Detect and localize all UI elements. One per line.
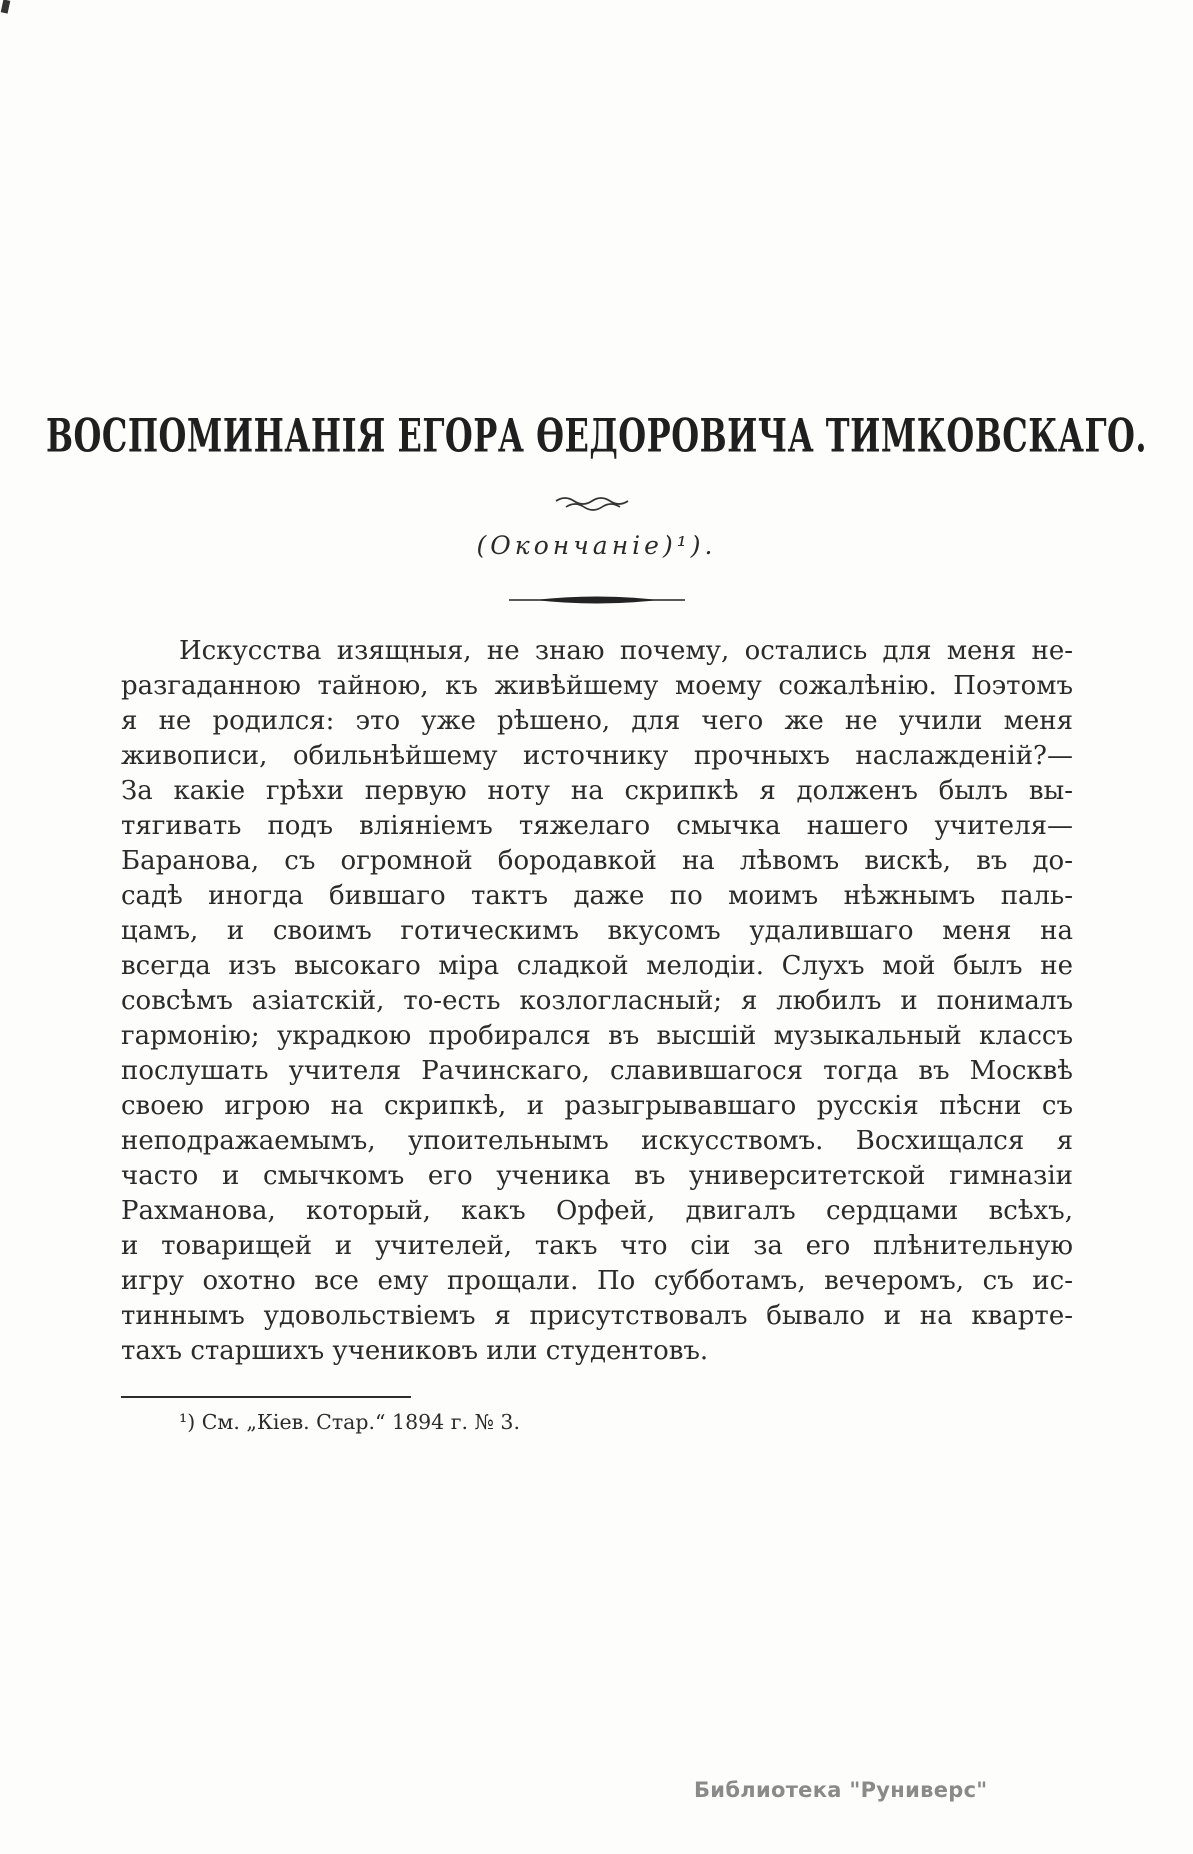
library-watermark: Библиотека "Руниверс" xyxy=(694,1778,988,1802)
squiggle-ornament-icon xyxy=(554,496,640,512)
body-text-line: совсѣмъ азіатскій, то-есть козлогласный; я любилъ и понималъ xyxy=(121,986,1073,1016)
body-text-line: Искусства изящныя, не знаю почему, остались для меня не- xyxy=(179,636,1073,666)
page-title: ВОСПОМИНАНІЯ ЕГОРА ѲЕДОРОВИЧА ТИМКОВСКАГО. xyxy=(45,409,1148,463)
body-text-line: живописи, обильнѣйшему источнику прочныхъ наслажденій?— xyxy=(121,741,1073,771)
body-text-line: часто и смычкомъ его ученика въ университетской гимназіи xyxy=(121,1161,1073,1191)
body-text-line: разгаданною тайною, къ живѣйшему моему сожалѣнію. Поэтомъ xyxy=(121,671,1073,701)
title-row xyxy=(0,409,1193,463)
body-text-line: цамъ, и своимъ готическимъ вкусомъ удалившаго меня на xyxy=(121,916,1073,946)
subtitle: (Окончаніе)¹). xyxy=(476,531,717,560)
body-text-line: тягивать подъ вліяніемъ тяжелаго смычка нашего учителя— xyxy=(121,811,1073,841)
title-ornament xyxy=(0,496,1193,516)
body-text-line: и товарищей и учителей, такъ что сіи за его плѣнительную xyxy=(121,1231,1073,1261)
body-text-line: гармонію; украдкою пробирался въ высшій музыкальный классъ xyxy=(121,1021,1073,1051)
body-text-line: игру охотно все ему прощали. По субботамъ, вечеромъ, съ ис- xyxy=(121,1266,1073,1296)
body-text-line: послушать учителя Рачинскаго, славившагося тогда въ Москвѣ xyxy=(121,1056,1073,1086)
body-text-line: садѣ иногда бившаго тактъ даже по моимъ нѣжнымъ паль- xyxy=(121,881,1073,911)
body-text-line: тиннымъ удовольствіемъ я присутствовалъ бывало и на кварте- xyxy=(121,1301,1073,1331)
body-text-line: своею игрою на скрипкѣ, и разыгрывавшаго русскія пѣсни съ xyxy=(121,1091,1073,1121)
body-text-line: тахъ старшихъ учениковъ или студентовъ. xyxy=(121,1336,709,1366)
body-text-line: всегда изъ высокаго міра сладкой мелодіи. Слухъ мой былъ не xyxy=(121,951,1073,981)
body-text-line: За какіе грѣхи первую ноту на скрипкѣ я долженъ былъ вы- xyxy=(121,776,1073,806)
body-text-line: неподражаемымъ, упоительнымъ искусствомъ. Восхищался я xyxy=(121,1126,1073,1156)
body-text-block xyxy=(121,634,1073,1369)
swelled-rule-icon xyxy=(509,594,685,606)
body-text-line: Рахманова, который, какъ Орфей, двигалъ сердцами всѣхъ, xyxy=(121,1196,1073,1226)
scan-edge-artifact xyxy=(1,0,11,14)
body-text-line: я не родился: это уже рѣшено, для чего же не учили меня xyxy=(121,706,1073,736)
section-divider xyxy=(0,591,1193,610)
body-text-line: Баранова, съ огромной бородавкой на лѣвомъ вискѣ, въ до- xyxy=(121,846,1073,876)
footnote-rule xyxy=(121,1396,411,1398)
footnote: ¹) См. „Кіев. Стар.“ 1894 г. № 3. xyxy=(179,1410,520,1434)
